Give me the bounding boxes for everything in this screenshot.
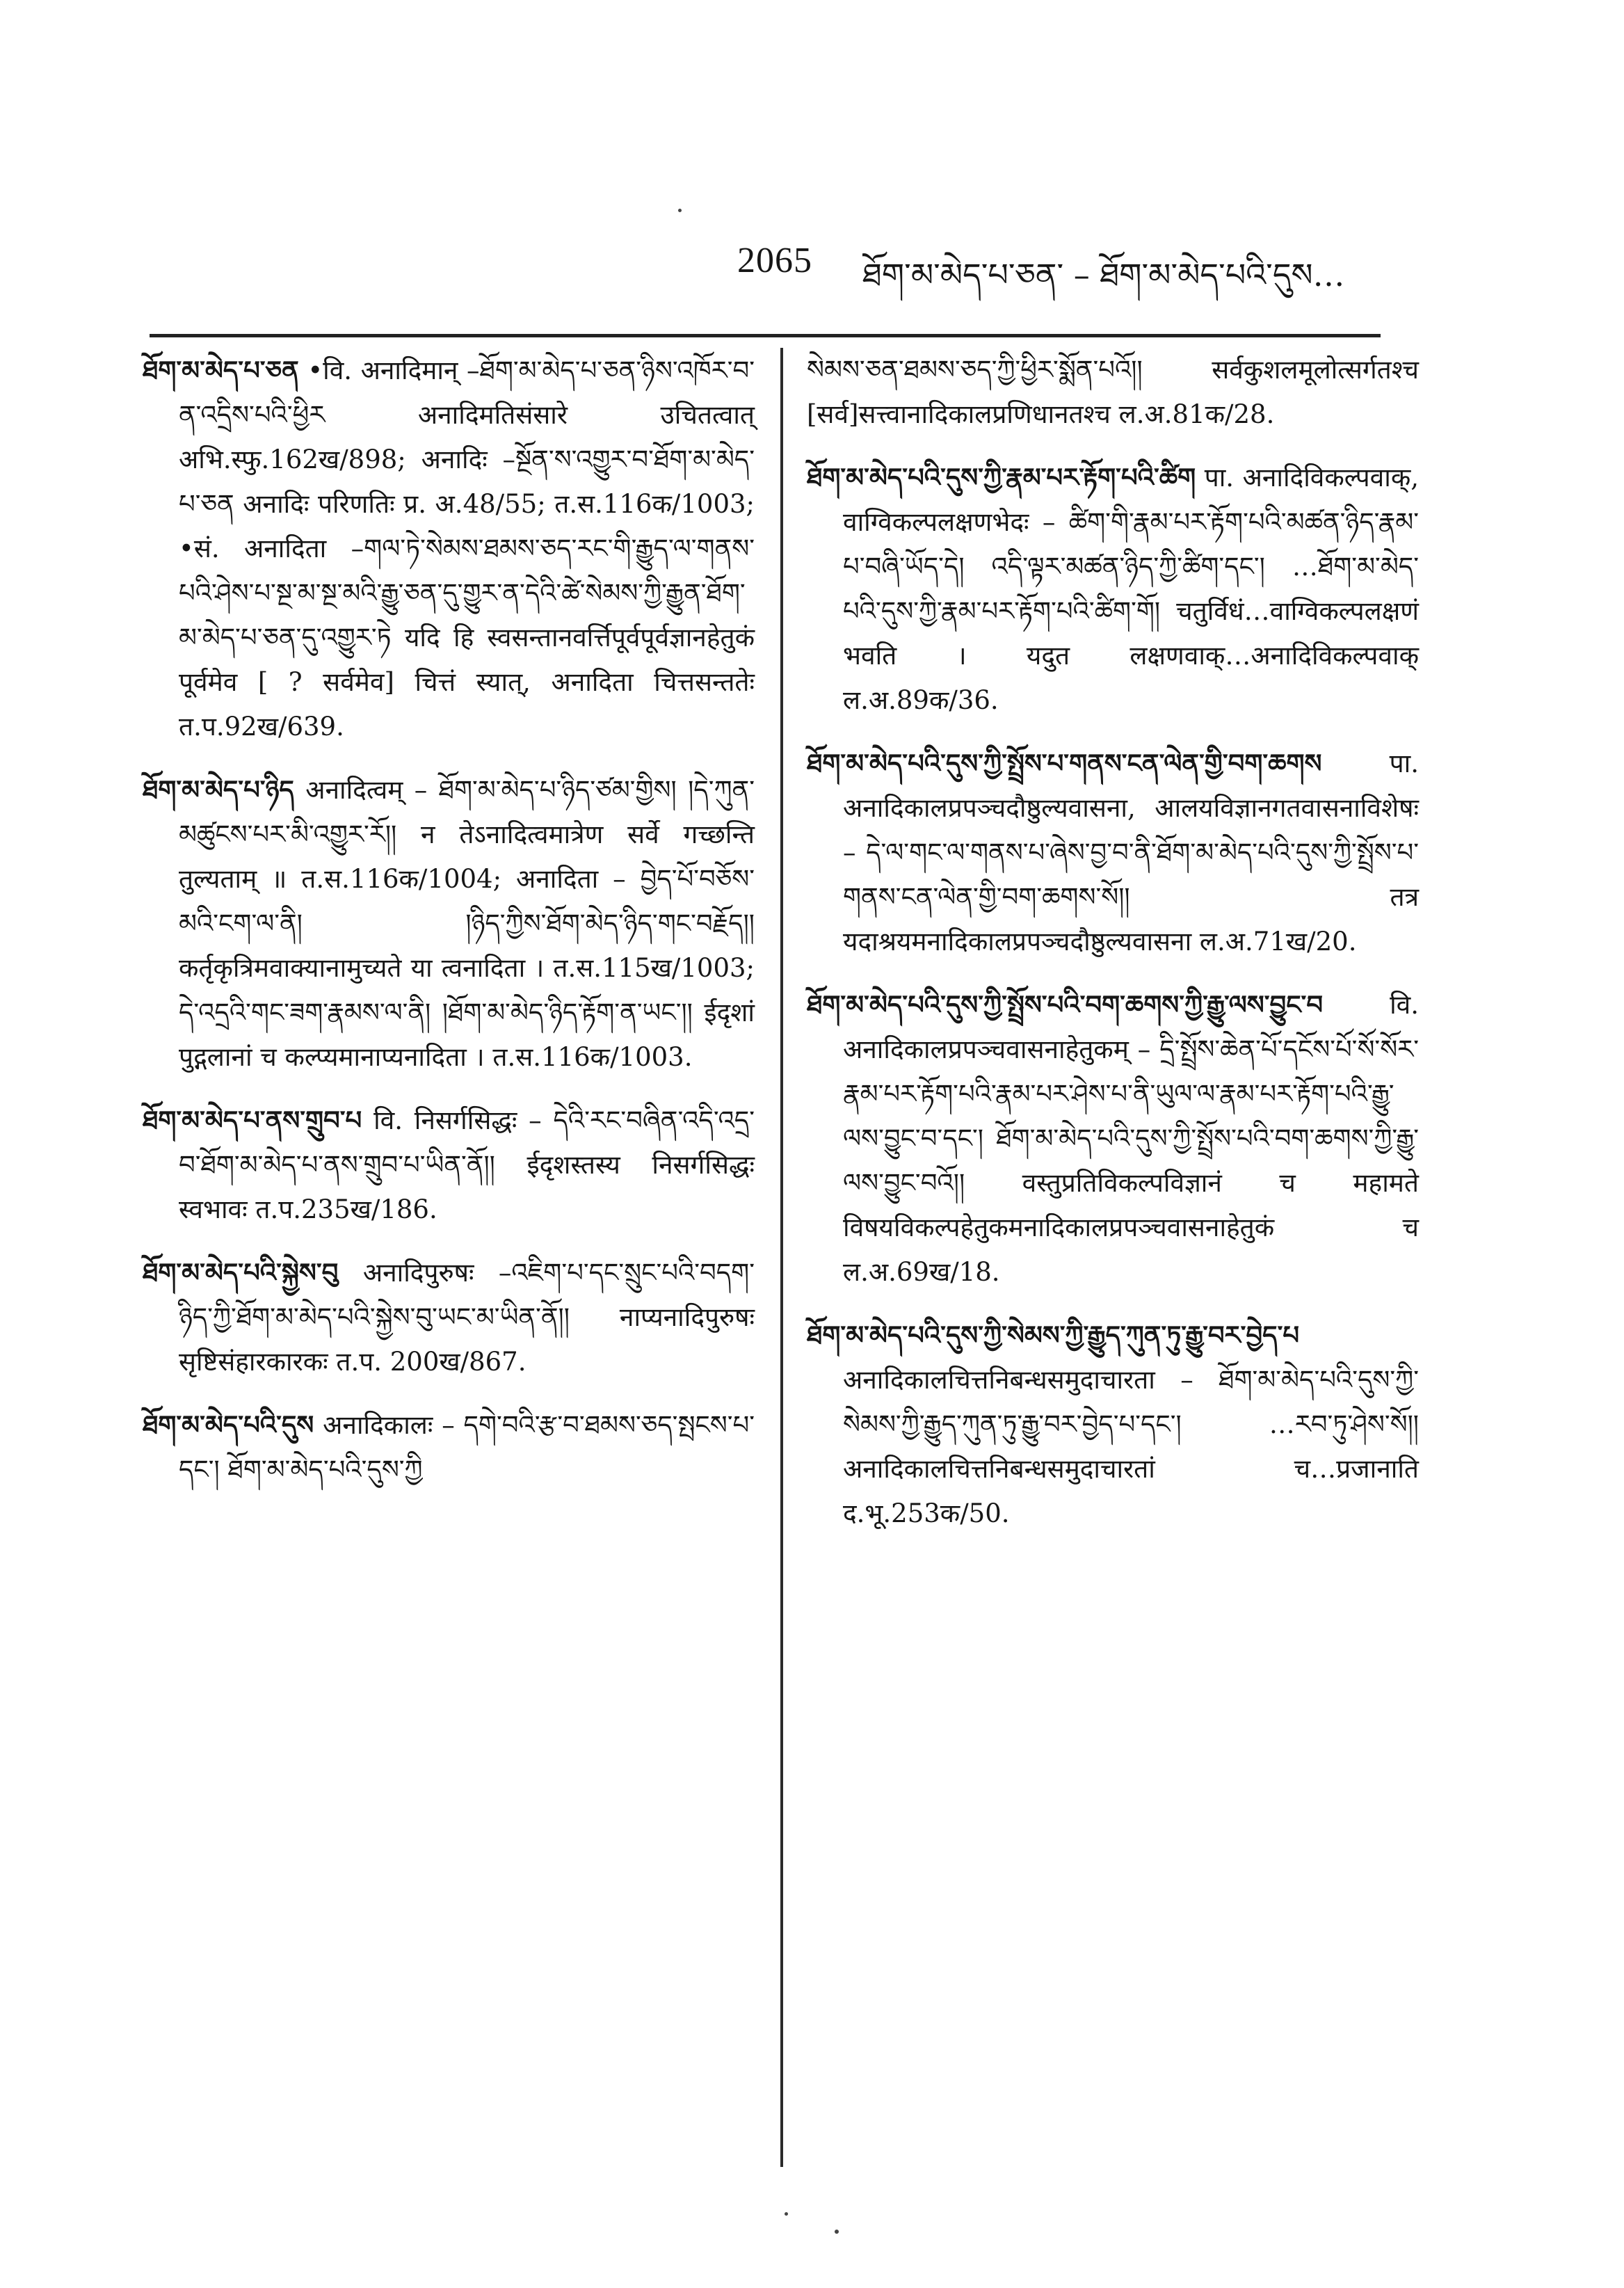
- entry-body: वि. निसर्गसिद्धः – དེའི་རང་བཞིན་འདི་འདྲ་བ་ཐོག་མ་མེད་པ་ནས་གྲུབ་པ་ཡིན་ནོ།། ईदृशस्तस्य निसर्गसिद्धः स्वभावः त.प.235ख/186.: [179, 1105, 755, 1224]
- dictionary-entry: [807, 982, 1419, 1295]
- entry-headword: ཐོག་མ་མེད་པའི་སྐྱེས་བུ: [143, 1257, 339, 1288]
- entry-body: पा. अनादिविकल्पवाक्, वाग्विकल्पलक्षणभेदः – ཚིག་གི་རྣམ་པར་རྟོག་པའི་མཚན་ཉིད་རྣམ་པ་བཞི་ཡོད་དེ། འདི་ལྟར་མཚན་ཉིད་ཀྱི་ཚིག་དང་། …ཐོག་མ་མེད་པའི་དུས་ཀྱི་རྣམ་པར་རྟོག་པའི་ཚིག་གོ། चतुर्विधं…वाग्विकल्पलक्षणं भवति । यदुत लक्षणवाक्…अनादिविकल्पवाक् ल.अ.89क/36.: [843, 463, 1420, 715]
- entry-headword: ཐོག་མ་མེད་པ་ནས་གྲུབ་པ: [143, 1105, 362, 1135]
- entry-body: अनादिकालचित्तनिबन्धसमुदाचारता – ཐོག་མ་མེད་པའི་དུས་ཀྱི་སེམས་ཀྱི་རྒྱུད་ཀུན་ཏུ་རྒྱུ་བར་བྱེད་པ་དང་། …རབ་ཏུ་ཤེས་སོ།། अनादिकालचित्तनिबन्धसमुदाचारतां च…प्रजानाति द.भू.253क/50.: [843, 1365, 1419, 1528]
- entry-body: •वि. अनादिमान् –ཐོག་མ་མེད་པ་ཅན་ཉིས་འཁོར་བ་ན་འདྲིས་པའི་ཕྱིར अनादिमतिसंसारे उचितत्वात् अभि.स्फु.162ख/898; अनादिः –སྔོན་ས་འགྱུར་བ་ཐོག་མ་མེད་པ་ཅན अनादिः परिणतिः प्र. अ.48/55; त.स.116क/1003; •सं. अनादिता –གལ་ཏེ་སེམས་ཐམས་ཅད་རང་གི་རྒྱུད་ལ་གནས་པའི་ཤེས་པ་སྔ་མ་སྔ་མའི་རྒྱུ་ཅན་དུ་གྱུར་ན་དེའི་ཚེ་སེམས་ཀྱི་རྒྱུན་ཐོག་མ་མེད་པ་ཅན་དུ་འགྱུར་ཏེ यदि हि स्वसन्तानवर्त्तिपूर्वपूर्वज्ञानहेतुकं पूर्वमेव [ ? सर्वमेव] चित्तं स्यात्, अनादिता चित्तसन्ततेः त.प.92ख/639.: [179, 355, 755, 742]
- entry-headword: ཐོག་མ་མེད་པའི་དུས་ཀྱི་རྣམ་པར་རྟོག་པའི་ཚིག: [807, 462, 1196, 493]
- dictionary-entry: [143, 767, 755, 1080]
- dictionary-entry: [807, 741, 1419, 964]
- entry-body: अनादित्वम् – ཐོག་མ་མེད་པ་ཉིད་ཙམ་གྱིས། །དེ་ཀུན་མཚུངས་པར་མི་འགྱུར་རོ།། न तेऽनादित्वमात्रेण सर्वे गच्छन्ति तुल्यताम् ॥ त.स.116क/1004; अनादिता – བྱེད་པོ་བཅོས་མའི་ངག་ལ་ནི། །ཉིད་ཀྱིས་ཐོག་མེད་ཉིད་གང་བརྗོད།། कर्तृकृत्रिमवाक्यानामुच्यते या त्वनादिता । त.स.115ख/1003; དེ་འདྲའི་གང་ཟག་རྣམས་ལ་ནི། །ཐོག་མ་མེད་ཉིད་རྟོག་ན་ཡང་།། ईदृशां पुद्गलानां च कल्प्यमानाप्यनादिता । त.स.116क/1003.: [179, 775, 755, 1072]
- entry-headword: ཐོག་མ་མེད་པའི་དུས་ཀྱི་སྤྲོས་པ་གནས་ངན་ལེན་གྱི་བག་ཆགས: [807, 748, 1322, 778]
- entry-body: वि. अनादिकालप्रपञ्चवासनाहेतुकम् – དྲི་སྤྲོས་ཆེན་པོ་དངོས་པོ་སོ་སོར་རྣམ་པར་རྟོག་པའི་རྣམ་པར་ཤེས་པ་ནི་ཡུལ་ལ་རྣམ་པར་རྟོག་པའི་རྒྱུ་ལས་བྱུང་བ་དང་། ཐོག་མ་མེད་པའི་དུས་ཀྱི་སྤྲོས་པའི་བག་ཆགས་ཀྱི་རྒྱུ་ལས་བྱུང་བའོ།། वस्तुप्रतिविकल्पविज्ञानं च महामते विषयविकल्पहेतुकमनादिकालप्रपञ्चवासनाहेतुकं च ल.अ.69ख/18.: [843, 990, 1419, 1287]
- entry-headword: ཐོག་མ་མེད་པའི་དུས་ཀྱི་སྤྲོས་པའི་བག་ཆགས་ཀྱི་རྒྱུ་ལས་བྱུང་བ: [807, 989, 1324, 1020]
- dictionary-entry-continued: [807, 348, 1419, 437]
- entry-body: अनादिकालः – དགེ་བའི་རྩ་བ་ཐམས་ཅད་སྤངས་པ་དང་། ཐོག་མ་མེད་པའི་དུས་ཀྱི: [179, 1410, 755, 1485]
- running-head: ཐོག་མ་མེད་པ་ཅན་ – ཐོག་མ་མེད་པའི་དུས…: [862, 256, 1345, 294]
- entry-headword: ཐོག་མ་མེད་པའི་དུས: [143, 1409, 314, 1440]
- header-rule: [150, 334, 1381, 337]
- dictionary-entry: [807, 1313, 1419, 1536]
- dictionary-entry: [143, 348, 755, 749]
- dictionary-entry: [807, 455, 1419, 723]
- entry-body: पा. अनादिकालप्रपञ्चदौष्ठुल्यवासना, आलयविज्ञानगतवासनाविशेषः – དེ་ལ་གང་ལ་གནས་པ་ཞེས་བྱ་བ་ནི་ཐོག་མ་མེད་པའི་དུས་ཀྱི་སྤྲོས་པ་གནས་ངན་ལེན་གྱི་བག་ཆགས་སོ།། तत्र यदाश्रयमनादिकालप्रपञ्चदौष्ठुल्यवासना ल.अ.71ख/20.: [843, 749, 1419, 957]
- dictionary-entry: [143, 1250, 755, 1384]
- scan-speck: [835, 2230, 839, 2234]
- dictionary-entry: [143, 1098, 755, 1232]
- entry-headword: ཐོག་མ་མེད་པ་ཉིད: [143, 774, 294, 805]
- entry-body: अनादिपुरुषः –འཇིག་པ་དང་སྲུང་པའི་བདག་ཉིད་ཀྱི་ཐོག་མ་མེད་པའི་སྐྱེས་བུ་ཡང་མ་ཡིན་ནོ།། नाप्यनादिपुरुषः सृष्टिसंहारकारकः त.प. 200ख/867.: [179, 1258, 755, 1377]
- page-number: 2065: [737, 241, 812, 280]
- right-column: [807, 348, 1419, 1554]
- column-divider: [780, 348, 783, 2167]
- scan-speck: [678, 209, 682, 212]
- entry-body: སེམས་ཅན་ཐམས་ཅད་ཀྱི་ཕྱིར་སྨོན་པའོ།། सर्वकुशलमूलोत्सर्गतश्च [सर्व]सत्त्वानादिकालप्रणिधानतश्च ल.अ.81क/28.: [807, 355, 1419, 429]
- left-column: [143, 348, 755, 1510]
- scan-speck: [785, 2212, 788, 2216]
- entry-headword: ཐོག་མ་མེད་པའི་དུས་ཀྱི་སེམས་ཀྱི་རྒྱུད་ཀུན་ཏུ་རྒྱུ་བར་བྱེད་པ: [807, 1320, 1300, 1350]
- dictionary-entry: [143, 1402, 755, 1492]
- entry-headword: ཐོག་མ་མེད་པ་ཅན: [143, 355, 299, 385]
